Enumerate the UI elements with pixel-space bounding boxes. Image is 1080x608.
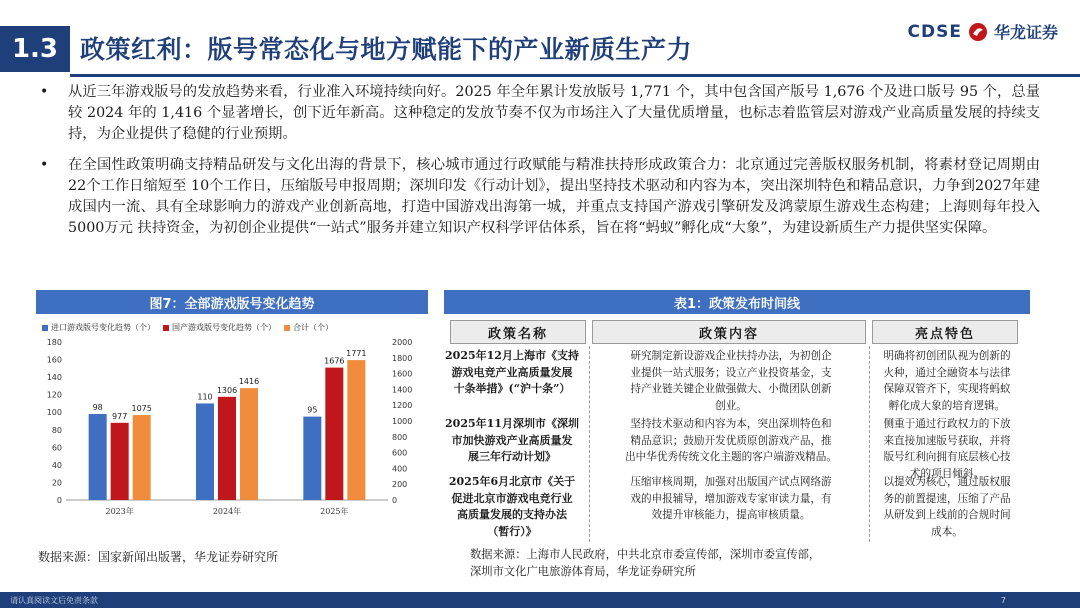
bullet-item — [40, 82, 1040, 145]
cell-line: 出中华优秀传统文化主题的客户端游戏精品。 — [625, 451, 837, 463]
table-title: 表1：政策发布时间线 — [444, 290, 1030, 314]
legend-item-total — [284, 322, 333, 333]
legend-label: 进口游戏版号变化趋势（个） — [51, 323, 155, 332]
cell-line: 术的项目倾斜。 — [909, 467, 985, 480]
y-left-tick-label: 100 — [46, 408, 62, 418]
cell-line: 来直接加速版号获取，并将 — [883, 434, 1011, 447]
company-logo — [908, 20, 1058, 43]
y-left-tick-label: 140 — [46, 373, 62, 383]
cell-line: 版号红利向拥有底层核心技 — [883, 451, 1011, 463]
y-right-tick-label: 1600 — [392, 369, 413, 379]
y-left-tick-label: 60 — [51, 443, 62, 453]
cell-line: 保障双管齐下，实现将蚂蚁 — [883, 383, 1011, 395]
cell-line: 市加快游戏产业高质量发 — [451, 433, 573, 447]
footer-bar — [0, 592, 1080, 608]
bar-domestic — [218, 397, 236, 500]
y-left-tick-label: 0 — [56, 496, 62, 505]
y-left-tick-label: 180 — [46, 338, 62, 347]
policy-content-cell — [594, 474, 868, 524]
y-right-tick-label: 1200 — [392, 401, 413, 411]
data-label: 1416 — [238, 377, 260, 387]
footer-disclaimer: 请认真阅读文后免责条款 — [10, 595, 98, 605]
title-divider — [70, 74, 1080, 77]
bullet-text: 在全国性政策明确支持精品研发与文化出海的背景下，核心城市通过行政赋能与精准扶持形成政策合力：北京通过完善版权服务机制，将素材登记周期由22个工作日缩短至 10个工作日，压缩版号申报周期；深圳印发《行动计划》，提出坚持技术驱动和内容为本，突出深圳特色和精品意识，力争到2027年建成国内一流、具有全球影响力的游戏产业创新高地，打造中国游戏出海第一城，并重点支持国产游戏引擎研发及鸿蒙原生游戏生态构建；上海则每年投入 5000万元 扶持资金，为初创企业提供“一站式”服务并建立知识产权科学评估体系，旨在将“蚂蚁”孵化成“大象”，为建设新质生产力提供坚实保障。 — [68, 157, 1040, 236]
cell-line: 促进北京市游戏电竞行业 — [451, 491, 573, 505]
cell-line: 成本。 — [931, 525, 963, 538]
cell-line: 2025年12月上海市《支持 — [445, 349, 579, 362]
page-number: 7 — [1000, 595, 1006, 605]
col-header-highlight: 亮点特色 — [872, 320, 1018, 344]
y-right-tick-label: 2000 — [392, 338, 413, 347]
figure-source: 数据来源：国家新闻出版署，华龙证券研究所 — [38, 550, 279, 564]
policy-highlight-cell — [872, 348, 1022, 414]
table-header-row — [444, 320, 1030, 344]
cell-line: 压缩审核周期，加强对出版国产试点网络游 — [630, 476, 832, 488]
cell-line: 十条举措》(“沪十条”） — [453, 382, 571, 395]
legend-swatch — [284, 325, 290, 331]
y-right-tick-label: 1800 — [392, 353, 413, 363]
policy-name-cell — [432, 416, 592, 466]
y-right-tick-label: 1400 — [392, 385, 413, 395]
cell-line: 戏的申报辅导，增加游戏专家审读力量，有 — [630, 492, 832, 505]
y-left-tick-label: 160 — [46, 355, 62, 365]
data-label: 1075 — [131, 404, 152, 414]
legend-swatch — [42, 325, 48, 331]
bar-total — [240, 388, 258, 500]
bar-domestic — [111, 423, 129, 500]
legend-swatch — [163, 325, 169, 331]
cell-line: 研究制定新设游戏企业扶持办法，为初创企 — [630, 350, 832, 362]
data-label: 1676 — [324, 356, 345, 366]
bar-domestic — [325, 368, 343, 500]
bar-import — [89, 414, 107, 500]
legend-label: 合计（个） — [293, 323, 333, 332]
y-right-tick-label: 400 — [392, 464, 408, 474]
bullet-text: 从近三年游戏版号的发放趋势来看，行业准入环境持续向好。2025 年全年累计发放版号 1,771 个，其中包含国产版号 1,676 个及进口版号 95 个，总量较 2024 年的 1,416 个显著增长，创下近年新高。这种稳定的发放节奏不仅为市场注入了大量优质增量，也标志着监管层对游戏产业高质量发展的持续支持，为企业提供了稳健的行业预期。 — [68, 84, 1040, 142]
data-label: 98 — [92, 402, 103, 412]
policy-content-cell — [594, 416, 868, 466]
cell-line: 2025年6月北京市《关于 — [448, 475, 576, 488]
column-divider — [869, 346, 870, 542]
cell-line: 展三年行动计划》 — [468, 450, 556, 463]
policy-highlight-cell — [872, 416, 1022, 482]
cell-line: 游戏电竞产业高质量发展 — [451, 365, 573, 379]
dragon-icon — [968, 22, 988, 42]
policy-name-cell — [432, 474, 592, 540]
policy-content-cell — [594, 348, 868, 414]
data-label: 1306 — [216, 385, 238, 395]
cell-line: 以提效为核心，通过版权服 — [883, 476, 1011, 488]
logo-chinese-name: 华龙证券 — [993, 23, 1058, 42]
cell-line: 创业。 — [715, 399, 747, 412]
table-source — [470, 546, 820, 580]
figure-7 — [36, 290, 428, 546]
x-tick-label: 2024年 — [212, 507, 242, 516]
chart-legend — [42, 322, 333, 333]
data-label: 977 — [112, 411, 128, 421]
cell-line: 火种，通过全融资本与法律 — [883, 366, 1011, 379]
bar-total — [347, 360, 365, 500]
y-right-tick-label: 800 — [392, 432, 408, 442]
cell-line: 从研发到上线前的合规时间 — [883, 509, 1011, 521]
legend-label: 国产游戏版号变化趋势（个） — [172, 323, 276, 332]
x-tick-label: 2025年 — [320, 507, 349, 516]
bullet-dot: • — [40, 84, 49, 100]
cell-line: 2025年11月深圳市《深圳 — [445, 417, 579, 430]
data-label: 1771 — [346, 349, 367, 359]
cell-line: 高质量发展的支持办法 — [457, 508, 567, 521]
y-left-tick-label: 20 — [51, 478, 62, 488]
policy-highlight-cell — [872, 474, 1022, 540]
logo-text: CDSE — [907, 21, 962, 42]
cell-line: 孵化成大象的培育逻辑。 — [888, 399, 1006, 412]
y-right-tick-label: 1000 — [392, 417, 413, 426]
y-right-tick-label: 600 — [392, 448, 408, 458]
cell-line: （暂行）》 — [487, 524, 537, 538]
col-header-content: 政策内容 — [592, 320, 866, 344]
policy-name-cell — [432, 348, 592, 398]
y-left-tick-label: 80 — [51, 425, 62, 435]
legend-item-import — [42, 322, 155, 333]
cell-line: 明确将初创团队视为创新的 — [883, 350, 1011, 362]
y-left-tick-label: 120 — [46, 390, 62, 400]
bar-import — [196, 403, 214, 500]
figure-title: 图7：全部游戏版号变化趋势 — [36, 290, 428, 314]
col-header-name: 政策名称 — [450, 320, 586, 344]
x-tick-label: 2023年 — [105, 507, 134, 516]
bullet-dot: • — [40, 157, 49, 173]
y-left-tick-label: 40 — [51, 460, 62, 470]
bar-chart — [36, 334, 428, 534]
cell-line: 持产业链关键企业做强做大、小微团队创新 — [630, 383, 832, 395]
bar-total — [133, 415, 151, 500]
data-label: 95 — [307, 405, 318, 415]
cell-line: 业提供一站式服务；设立产业投资基金，支 — [630, 366, 832, 379]
section-number: 1.3 — [0, 26, 70, 72]
page-title: 政策红利：版号常态化与地方赋能下的产业新质生产力 — [80, 35, 693, 64]
y-right-tick-label: 200 — [392, 480, 408, 490]
bullet-list — [40, 82, 1040, 249]
legend-item-domestic — [163, 322, 276, 333]
bar-import — [303, 417, 321, 500]
data-label: 110 — [197, 392, 213, 402]
table-1 — [444, 290, 1030, 580]
cell-line: 精品意识；鼓励开发优质原创游戏产品，推 — [630, 434, 832, 447]
table-source-line: 深圳市文化广电旅游体育局，华龙证券研究所 — [470, 565, 696, 578]
cell-line: 效提升审核能力，提高审核质量。 — [651, 509, 811, 521]
cell-line: 坚持技术驱动和内容为本，突出深圳特色和 — [630, 418, 832, 430]
y-right-tick-label: 0 — [392, 496, 398, 505]
table-source-line: 数据来源：上海市人民政府，中共北京市委宣传部，深圳市委宣传部， — [470, 548, 821, 561]
cell-line: 务的前置提速，压缩了产品 — [883, 492, 1011, 505]
cell-line: 侧重于通过行政权力的下放 — [883, 418, 1011, 430]
bullet-item — [40, 155, 1040, 239]
